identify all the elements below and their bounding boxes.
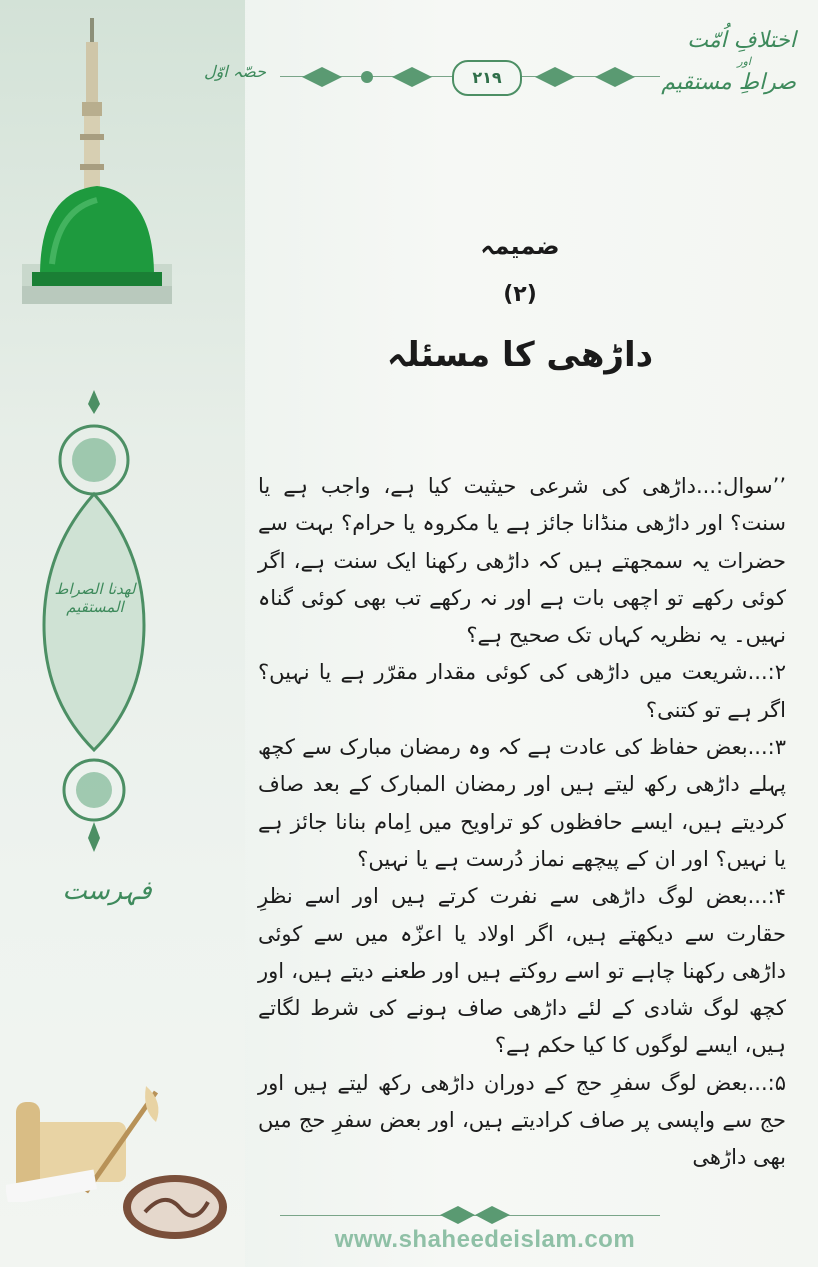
table-of-contents-link[interactable]: فہرست xyxy=(62,876,152,906)
book-title-line2: اور xyxy=(737,55,751,68)
website-link[interactable]: www.shaheedeislam.com xyxy=(334,1226,636,1253)
footer-flourish-icon xyxy=(430,1203,520,1227)
part-label: حصّہ اوّل xyxy=(203,62,266,81)
book-title xyxy=(646,26,796,98)
appendix-number: (۲) xyxy=(503,282,537,307)
ornament-icon xyxy=(34,390,154,860)
paragraph: ۴:...بعض لوگ داڑھی سے نفرت کرتے ہیں اور اسے نظرِ حقارت سے دیکھتے ہیں، اگر اولاد یا اعزّہ میں سے کوئی داڑھی رکھنا چاہے تو اسے روکتے ہیں اور طعنے دیتے ہیں، اور کچھ لوگ شادی کے لئے داڑھی صاف ہونے کی شرط لگاتے ہیں، ایسے لوگوں کا کیا حکم ہے؟ xyxy=(258,884,786,1058)
paragraph: ۵:...بعض لوگ سفرِ حج کے دوران داڑھی رکھ لیتے ہیں اور حج سے واپسی پر صاف کرادیتے ہیں، اور بعض سفرِ حج میں بھی داڑھی xyxy=(258,1070,786,1170)
appendix-heading: ضمیمہ xyxy=(480,232,560,260)
paragraph: ۲:...شریعت میں داڑھی کی کوئی مقدار مقرّر ہے یا نہیں؟ اگر ہے تو کتنی؟ xyxy=(258,660,786,722)
ornament-inscription: لهدنا الصراط المستقيم xyxy=(54,580,136,616)
chapter-title: داڑھی کا مسئلہ xyxy=(386,335,654,375)
book-title-line3: صراطِ مستقیم xyxy=(661,70,796,95)
paragraph: ۳:...بعض حفاظ کی عادت ہے کہ وہ رمضان مبارک سے کچھ پہلے داڑھی رکھ لیتے ہیں اور رمضان المبارک کے بعد صاف کردیتے ہیں، ایسے حافظوں کو تراویح میں اِمام بنانا جائز ہے یا نہیں؟ اور ان کے پیچھے نماز دُرست ہے یا نہیں؟ xyxy=(258,735,786,871)
article-body xyxy=(258,468,786,1177)
author-seal-icon xyxy=(120,1172,230,1242)
page-number: ۲۱۹ xyxy=(452,60,522,96)
header-flourish-icon xyxy=(292,62,452,92)
paragraph: ’’سوال:...داڑھی کی شرعی حیثیت کیا ہے، واجب ہے یا سنت؟ اور داڑھی منڈانا جائز ہے یا مکروہ یا حرام؟ بہت سے حضرات یہ سمجھتے ہیں کہ داڑھی رکھنا ایک سنت ہے، اگر کوئی رکھے تو اچھی بات ہے اور نہ رکھے تب بھی کوئی گناہ نہیں۔ یہ نظریہ کہاں تک صحیح ہے؟ xyxy=(258,474,786,648)
book-title-line1: اختلافِ اُمّت xyxy=(687,28,796,53)
header-flourish-icon xyxy=(525,62,645,92)
mosque-dome-icon xyxy=(22,14,172,304)
